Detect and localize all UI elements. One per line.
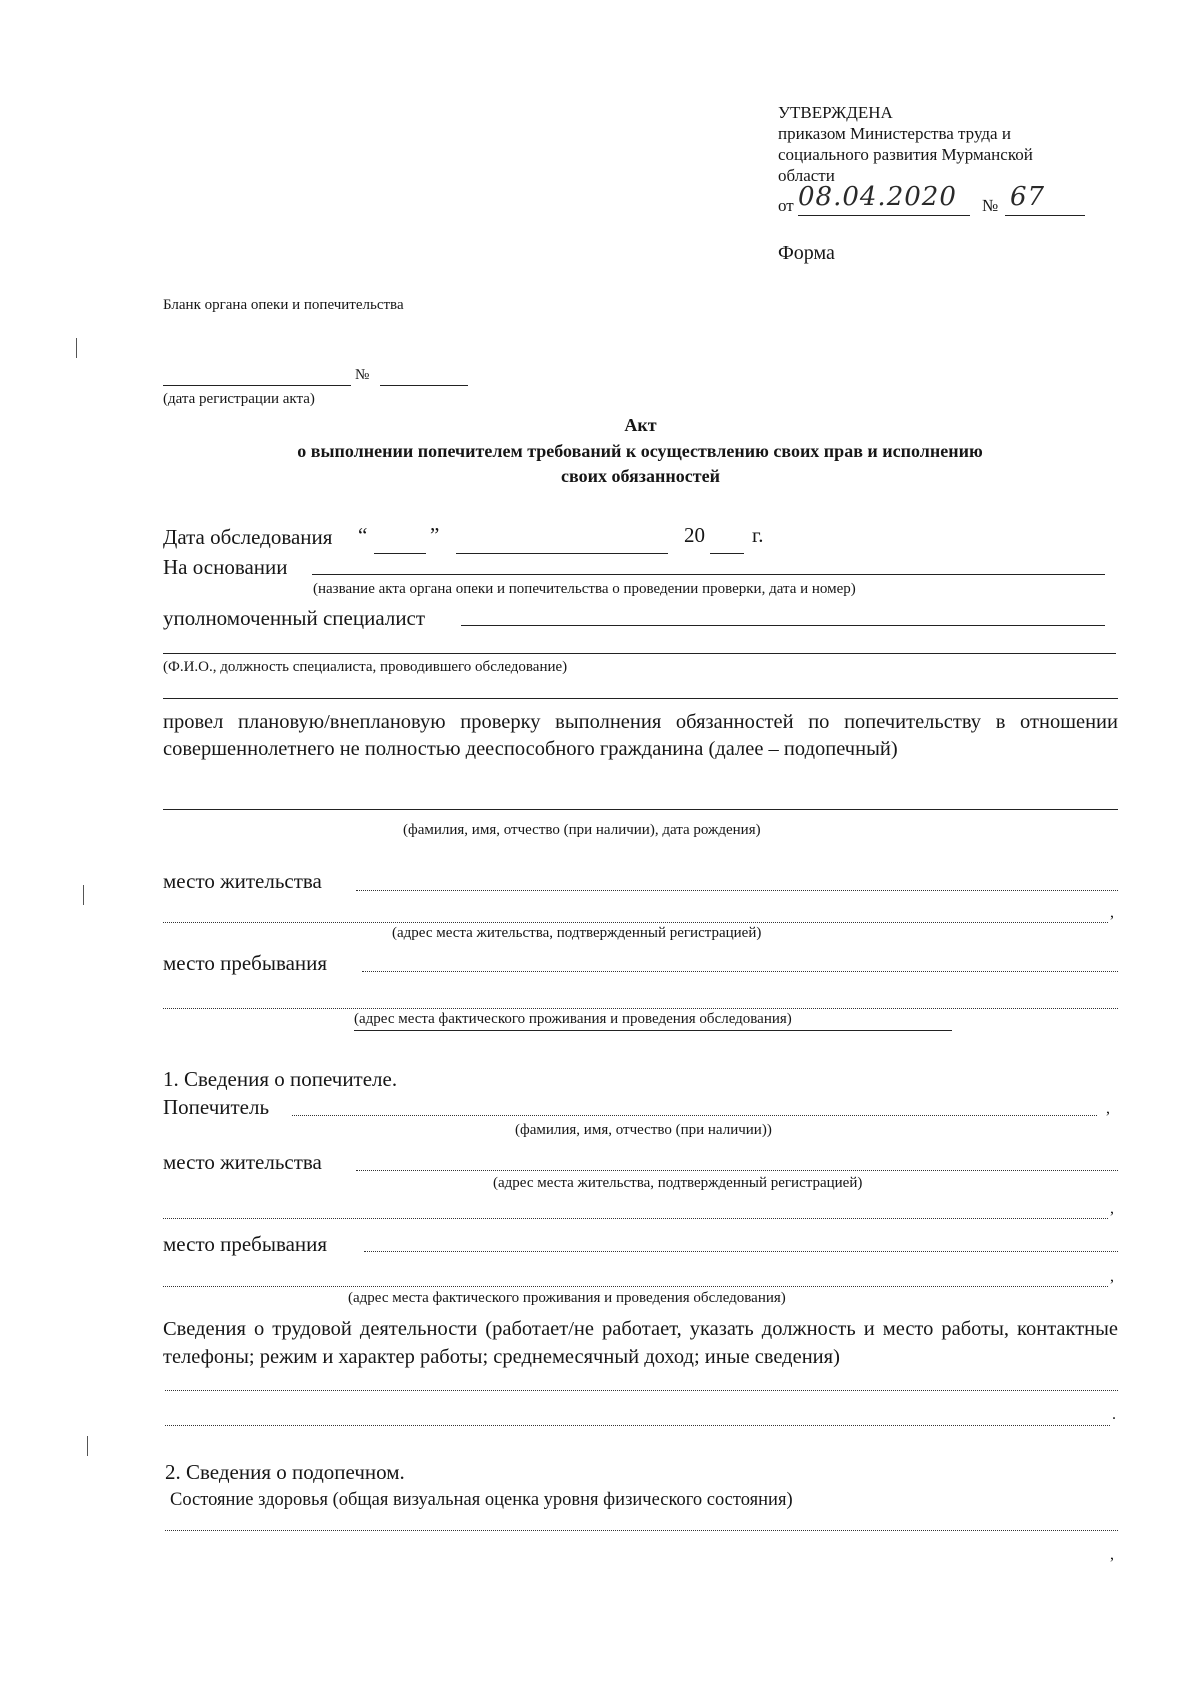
ward-stay-line-2	[163, 1008, 1118, 1009]
exam-date-year-suffix: г.	[752, 523, 764, 547]
guardian-residence-line	[356, 1170, 1118, 1171]
approval-line-3: области	[778, 166, 835, 185]
ward-residence-caption: (адрес места жительства, подтвержденный регистрацией)	[392, 925, 762, 941]
guardian-label: Попечитель	[163, 1095, 270, 1119]
blank-label: Бланк органа опеки и попечительства	[163, 297, 404, 313]
guardian-line	[292, 1115, 1097, 1116]
registration-date-line	[163, 385, 351, 386]
approval-number-line	[1005, 215, 1085, 216]
registration-number-sign: №	[355, 367, 370, 383]
form-label: Форма	[778, 242, 835, 264]
basis-caption: (название акта органа опеки и попечительства о проведении проверки, дата и номер)	[313, 581, 856, 597]
guardian-residence-label: место жительства	[163, 1150, 322, 1174]
guardian-work-text: Сведения о трудовой деятельности (работает/не работает, указать должность и место работы, контактные телефоны; режим и характер работы; среднемесячный доход; иные сведения)	[163, 1318, 1118, 1368]
approval-number-label: №	[982, 196, 999, 215]
guardian-work-line-2	[165, 1425, 1110, 1426]
approval-from-prefix: от	[778, 196, 794, 215]
approval-line-1: приказом Министерства труда и	[778, 124, 1011, 143]
approval-heading: УТВЕРЖДЕНА	[778, 103, 893, 122]
health-trailing: ,	[1110, 1546, 1114, 1563]
exam-date-close-quote: ”	[430, 523, 440, 547]
specialist-label: уполномоченный специалист	[163, 606, 426, 630]
ward-stay-line	[362, 971, 1118, 972]
ward-stay-label: место пребывания	[163, 951, 328, 975]
ward-residence-line-2	[163, 922, 1108, 923]
approval-line-2: социального развития Мурманской	[778, 145, 1033, 164]
guardian-stay-line-2	[163, 1286, 1108, 1287]
guardian-stay-line	[364, 1251, 1118, 1252]
guardian-work-line	[165, 1390, 1118, 1391]
health-line	[165, 1530, 1118, 1531]
scan-mark	[83, 885, 84, 905]
section-2-heading: 2. Сведения о подопечном.	[165, 1460, 405, 1484]
act-subtitle-line-1: о выполнении попечителем требований к осуществлению своих прав и исполнению	[297, 441, 983, 461]
guardian-stay-label: место пребывания	[163, 1232, 328, 1256]
approval-date-line	[798, 215, 970, 216]
guardian-work-trailing: .	[1112, 1406, 1116, 1423]
approval-date-handwritten: 08.04.2020	[798, 182, 957, 212]
registration-number-line	[380, 385, 468, 386]
specialist-line-2	[163, 653, 1116, 654]
exam-date-year-line	[710, 553, 744, 554]
specialist-line	[461, 625, 1105, 626]
specialist-caption: (Ф.И.О., должность специалиста, проводившего обследование)	[163, 659, 568, 675]
approval-number-handwritten: 67	[1010, 182, 1046, 212]
ward-caption: (фамилия, имя, отчество (при наличии), дата рождения)	[403, 822, 761, 838]
ward-stay-caption-underline	[354, 1030, 952, 1031]
act-title: Акт	[624, 415, 657, 435]
ward-residence-line	[356, 890, 1118, 891]
ward-stay-caption: (адрес места фактического проживания и проведения обследования)	[354, 1011, 792, 1027]
guardian-caption: (фамилия, имя, отчество (при наличии))	[515, 1122, 772, 1138]
act-subtitle-line-2: своих обязанностей	[561, 466, 720, 486]
check-text: провел плановую/внеплановую проверку выполнения обязанностей по попечительству в отношении совершеннолетнего не полностью дееспособного гражданина (далее – подопечный)	[163, 711, 1118, 760]
guardian-trailing: ,	[1106, 1100, 1110, 1117]
basis-label: На основании	[163, 555, 288, 579]
guardian-stay-trailing: ,	[1110, 1268, 1114, 1285]
guardian-stay-caption: (адрес места фактического проживания и проведения обследования)	[348, 1290, 786, 1306]
exam-date-day-line	[374, 553, 426, 554]
health-label: Состояние здоровья (общая визуальная оценка уровня физического состояния)	[170, 1490, 793, 1510]
registration-caption: (дата регистрации акта)	[163, 391, 315, 407]
scan-mark	[87, 1436, 88, 1456]
guardian-residence-caption: (адрес места жительства, подтвержденный регистрацией)	[493, 1175, 863, 1191]
ward-line	[163, 809, 1118, 810]
approval-block	[778, 102, 1108, 186]
exam-date-open-quote: “	[358, 523, 368, 547]
guardian-residence-trailing: ,	[1110, 1200, 1114, 1217]
ward-residence-label: место жительства	[163, 869, 322, 893]
ward-residence-trailing: ,	[1110, 904, 1114, 921]
exam-date-year-prefix: 20	[684, 523, 705, 547]
specialist-line-3	[163, 698, 1118, 699]
exam-date-month-line	[456, 553, 668, 554]
scan-mark	[76, 338, 77, 358]
exam-date-label: Дата обследования	[163, 525, 333, 549]
guardian-residence-line-2	[163, 1218, 1108, 1219]
basis-line	[312, 574, 1105, 575]
section-1-heading: 1. Сведения о попечителе.	[163, 1067, 398, 1091]
